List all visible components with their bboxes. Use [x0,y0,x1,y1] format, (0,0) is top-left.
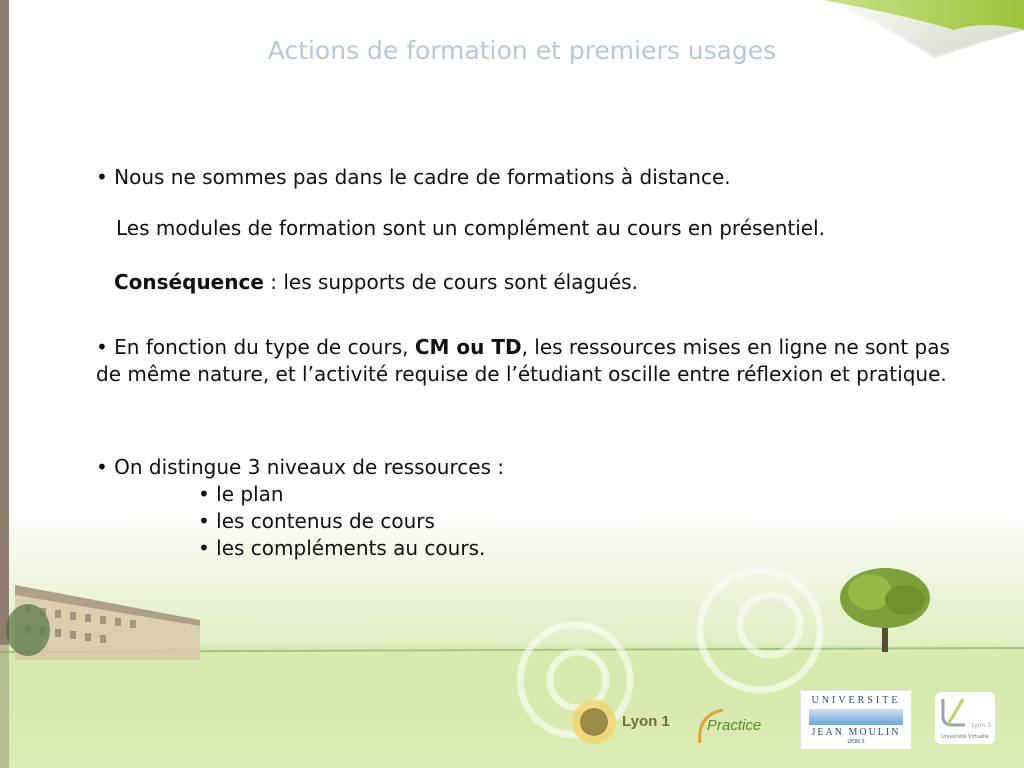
lyon1-logo [566,695,676,750]
universite-virtuelle-logo [935,692,995,744]
practice-text: Practice [707,717,762,734]
consequence-text: : les supports de cours sont élagués. [263,270,638,294]
slide-title: Actions de formation et premiers usages [267,36,777,65]
bullet-2-prefix: • En fonction du type de cours, [96,335,415,359]
uv-label-text: Université Virtuelle [941,734,989,740]
tree-illustration [840,568,930,652]
bullet-1-line-1: • Nous ne sommes pas dans le cadre de formations à distance. [96,165,731,189]
lyon1-text: Lyon 1 [622,713,670,730]
jean-moulin-sub-text: LYON 3 [847,739,865,745]
jean-moulin-top-text: UNIVERSITE [811,695,901,706]
building-illustration [6,585,200,660]
jean-moulin-logo [800,690,912,750]
bullet-2-suffix: , les ressources mises en ligne ne sont pas de même nature, et l’activité requise de l’étudiant oscille entre réflexion et pratique. [96,335,950,386]
bullet-1-consequence [96,269,638,296]
jean-moulin-bottom-text: JEAN MOULIN [811,727,901,738]
bullet-3-item: • les compléments au cours. [198,536,486,560]
bullet-3-intro: • On distingue 3 niveaux de ressources : [96,455,505,479]
uv-lyon3-text: Lyon 3 [971,722,991,729]
jean-moulin-band [809,709,903,725]
bullet-2 [96,334,976,388]
practice-logo [695,705,785,745]
bullet-3-item: • les contenus de cours [198,509,435,533]
bullet-2-bold: CM ou TD [414,335,522,359]
bullet-3-item: • le plan [198,482,284,506]
uv-mark-icon [939,695,969,729]
consequence-label: Conséquence [114,270,264,294]
bullet-1-line-2: Les modules de formation sont un complément au cours en présentiel. [116,216,826,240]
